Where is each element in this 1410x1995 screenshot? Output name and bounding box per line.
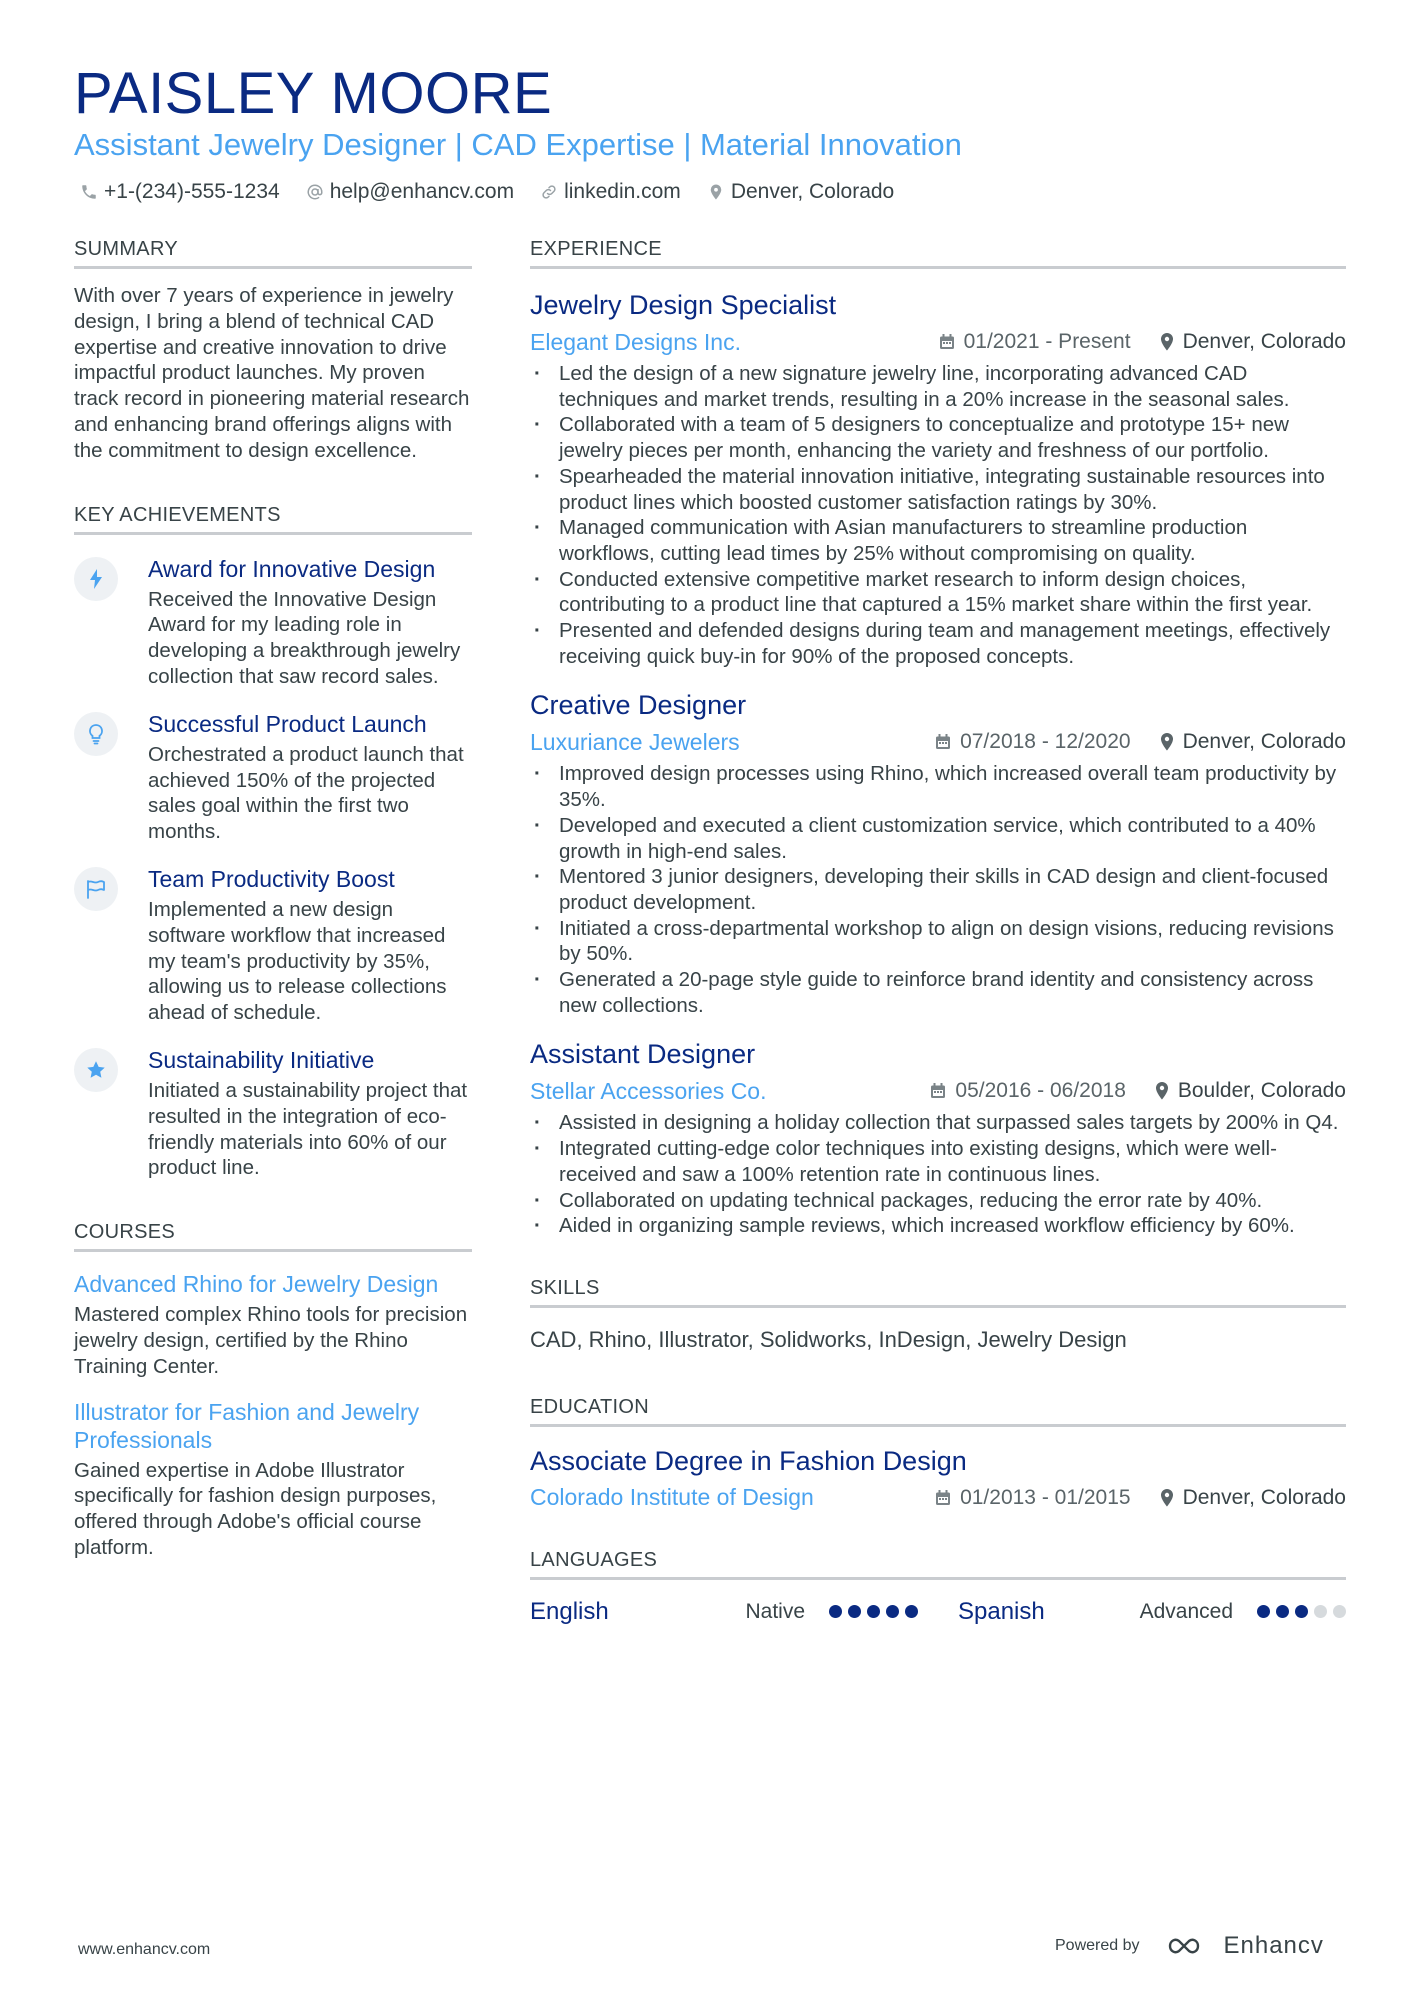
achievement-item: [74, 710, 472, 845]
courses-title: COURSES: [74, 1221, 472, 1252]
job-meta: [530, 327, 1346, 357]
course-item: [74, 1270, 472, 1379]
languages-title: LANGUAGES: [530, 1549, 1346, 1580]
rating-dot-filled: [1276, 1605, 1289, 1618]
skills-title: SKILLS: [530, 1277, 1346, 1308]
rating-dot-filled: [886, 1605, 899, 1618]
job-location: [1159, 730, 1346, 754]
achievement-title: Award for Innovative Design: [148, 555, 436, 582]
rating-dot-filled: [867, 1605, 880, 1618]
achievement-title: Team Productivity Boost: [148, 865, 395, 892]
rating-dot-filled: [848, 1605, 861, 1618]
job-location-text: Denver, Colorado: [1182, 330, 1346, 353]
job-bullets: [530, 361, 1346, 669]
lightbulb-icon: [74, 712, 118, 756]
language-name: Spanish: [958, 1597, 1045, 1625]
job-dates-text: 07/2018 - 12/2020: [960, 730, 1131, 754]
job-bullets: [530, 761, 1346, 1018]
language-name: English: [530, 1597, 609, 1625]
achievement-desc: Orchestrated a product launch that achieved 150% of the projected sales goal within the first two months.: [148, 742, 464, 844]
job-bullet: · Integrated cutting-edge color techniques into existing designs, which were well-received and saw a 100% retention rate in continuous lines.: [530, 1136, 1346, 1187]
languages-section: [530, 1549, 1346, 1626]
education-meta: [530, 1483, 1346, 1513]
achievement-desc: Implemented a new design software workflow that increased my team's productivity by 35%, allowing us to release collections ahead of schedule.: [148, 897, 447, 1025]
summary-title: SUMMARY: [74, 238, 472, 269]
contact-phone[interactable]: [80, 178, 280, 206]
courses-section: [74, 1221, 472, 1561]
location-icon: [1159, 732, 1175, 752]
education-section: [530, 1396, 1346, 1513]
candidate-name: PAISLEY MOORE: [74, 61, 553, 126]
job-bullet: · Collaborated with a team of 5 designers to conceptualize and prototype 15+ new jewelry pieces per month, enhancing the variety and freshness of our portfolio.: [530, 412, 1346, 463]
achievement-item: [74, 555, 472, 690]
job-bullet: · Presented and defended designs during team and management meetings, effectively receiving quick buy-in for 90% of the proposed concepts.: [530, 618, 1346, 669]
job-bullet: · Initiated a cross-departmental workshop to align on design visions, reducing revisions by 50%.: [530, 916, 1346, 967]
achievement-desc: Initiated a sustainability project that resulted in the integration of eco-friendly materials into 60% of our product line.: [148, 1078, 468, 1180]
headline: Assistant Jewelry Designer | CAD Expertise | Material Innovation: [74, 127, 962, 162]
achievement-item: [74, 865, 472, 1026]
enhancv-logo-icon: [1166, 1933, 1214, 1959]
flag-icon: [74, 867, 118, 911]
job-location-text: Boulder, Colorado: [1177, 1079, 1346, 1103]
course-desc: Mastered complex Rhino tools for precision jewelry design, certified by the Rhino Training Center.: [74, 1303, 468, 1378]
job-bullet: · Conducted extensive competitive market research to inform design choices, contributing to a product line that captured a 15% market share within the first year.: [530, 567, 1346, 618]
job-bullet: · Developed and executed a client customization service, which contributed to a 40% growth in high-end sales.: [530, 813, 1346, 864]
job-company: Stellar Accessories Co.: [530, 1077, 767, 1104]
achievements-title: KEY ACHIEVEMENTS: [74, 504, 472, 535]
rating-dot-filled: [1257, 1605, 1270, 1618]
job-location-text: Denver, Colorado: [1182, 730, 1346, 754]
rating-dot-filled: [829, 1605, 842, 1618]
course-title: Illustrator for Fashion and Jewelry Professionals: [74, 1398, 420, 1453]
contact-email-text: help@enhancv.com: [329, 180, 515, 203]
education-dates-text: 01/2013 - 01/2015: [960, 1485, 1131, 1509]
location-icon: [1159, 1488, 1175, 1508]
course-title: Advanced Rhino for Jewelry Design: [74, 1271, 439, 1298]
brand-name: Enhancv: [1223, 1932, 1324, 1959]
footer-branding: [1055, 1932, 1324, 1960]
left-column: [74, 238, 472, 1561]
education-dates: [934, 1486, 1130, 1510]
rating-dot-empty: [1314, 1605, 1327, 1618]
calendar-icon: [929, 1082, 947, 1100]
job-title: Jewelry Design Specialist: [530, 290, 837, 320]
location-icon: [1159, 332, 1175, 352]
job-dates: [929, 1079, 1125, 1103]
contact-phone-text: +1-(234)-555-1234: [104, 180, 280, 203]
job-company: Luxuriance Jewelers: [530, 728, 740, 755]
job-title: Assistant Designer: [530, 1039, 756, 1070]
job-bullet: · Generated a 20-page style guide to reinforce brand identity and consistency across new collections.: [530, 967, 1346, 1018]
education-location-text: Denver, Colorado: [1182, 1485, 1346, 1509]
rating-dot-filled: [905, 1605, 918, 1618]
achievement-title: Sustainability Initiative: [148, 1046, 375, 1073]
job-location: [1159, 330, 1346, 354]
right-column: [530, 238, 1346, 1626]
calendar-icon: [934, 1489, 952, 1507]
job-meta: [530, 1076, 1346, 1106]
summary-section: [74, 238, 472, 464]
achievement-desc: Received the Innovative Design Award for my leading role in developing a breakthrough jewelry collection that saw record sales.: [148, 587, 461, 688]
language-item: [530, 1598, 918, 1626]
job-entry: [530, 289, 1346, 669]
calendar-icon: [938, 333, 956, 351]
job-bullet: · Led the design of a new signature jewelry line, incorporating advanced CAD techniques and market trends, resulting in a 20% increase in the seasonal sales.: [530, 361, 1346, 412]
job-bullet: · Collaborated on updating technical packages, reducing the error rate by 40%.: [530, 1188, 1346, 1214]
skills-list: CAD, Rhino, Illustrator, Solidworks, InDesign, Jewelry Design: [530, 1326, 1127, 1352]
language-rating: [823, 1605, 918, 1618]
course-desc: Gained expertise in Adobe Illustrator specifically for fashion design purposes, offered through Adobe's official course platform.: [74, 1458, 437, 1559]
rating-dot-filled: [1295, 1605, 1308, 1618]
link-icon: [540, 183, 558, 201]
contact-bar: [80, 178, 920, 206]
star-icon: [74, 1048, 118, 1092]
job-bullet: · Improved design processes using Rhino, which increased overall team productivity by 35%.: [530, 761, 1346, 812]
lightning-icon: [74, 557, 118, 601]
language-level: Advanced: [1139, 1599, 1233, 1623]
rating-dot-empty: [1333, 1605, 1346, 1618]
languages-list: [530, 1598, 1346, 1626]
contact-location-text: Denver, Colorado: [730, 180, 895, 203]
job-entry: [530, 689, 1346, 1018]
education-title: EDUCATION: [530, 1396, 1346, 1427]
education-location: [1159, 1486, 1346, 1510]
job-meta: [530, 727, 1346, 757]
calendar-icon: [934, 733, 952, 751]
contact-email[interactable]: [306, 178, 514, 206]
job-bullet: · Assisted in designing a holiday collection that surpassed sales targets by 200% in Q4.: [530, 1110, 1346, 1136]
language-level: Native: [745, 1599, 805, 1623]
job-bullet: · Mentored 3 junior designers, developing their skills in CAD design and client-focused product development.: [530, 864, 1346, 915]
job-bullet: · Spearheaded the material innovation initiative, integrating sustainable resources into product lines which boosted customer satisfaction ratings by 30%.: [530, 464, 1346, 515]
job-bullets: [530, 1110, 1346, 1239]
experience-section: [530, 238, 1346, 1239]
job-company: Elegant Designs Inc.: [530, 328, 741, 355]
course-item: [74, 1398, 472, 1561]
skills-section: [530, 1277, 1346, 1354]
education-school: Colorado Institute of Design: [530, 1484, 814, 1511]
contact-linkedin-text: linkedin.com: [564, 180, 681, 203]
job-bullet: · Aided in organizing sample reviews, which increased workflow efficiency by 60%.: [530, 1213, 1346, 1239]
achievement-title: Successful Product Launch: [148, 710, 427, 737]
achievements-section: [74, 504, 472, 1182]
education-degree: Associate Degree in Fashion Design: [530, 1445, 967, 1476]
summary-text: With over 7 years of experience in jewelry design, I bring a blend of technical CAD expertise and creative innovation to drive impactful product launches. My proven track record in pioneering material research and enhancing brand offerings aligns with the commitment to design excellence.: [74, 284, 470, 462]
job-title: Creative Designer: [530, 690, 747, 721]
achievement-item: [74, 1046, 472, 1181]
location-icon: [707, 183, 725, 201]
job-location: [1154, 1079, 1346, 1103]
at-icon: [306, 183, 324, 201]
job-dates-text: 01/2021 - Present: [963, 330, 1131, 353]
location-icon: [1154, 1081, 1170, 1101]
language-rating: [1251, 1605, 1346, 1618]
phone-icon: [80, 183, 98, 201]
powered-by-text: Powered by: [1055, 1937, 1140, 1954]
contact-location: [707, 178, 894, 206]
footer-website[interactable]: www.enhancv.com: [78, 1941, 211, 1958]
job-bullet: · Managed communication with Asian manufacturers to streamline production workflows, cutting lead times by 25% without compromising on quality.: [530, 515, 1346, 566]
job-dates: [938, 330, 1131, 354]
job-entry: [530, 1038, 1346, 1239]
contact-linkedin[interactable]: [540, 178, 681, 206]
experience-title: EXPERIENCE: [530, 238, 1346, 269]
language-item: [958, 1598, 1346, 1626]
job-dates: [934, 730, 1130, 754]
job-dates-text: 05/2016 - 06/2018: [955, 1079, 1126, 1103]
